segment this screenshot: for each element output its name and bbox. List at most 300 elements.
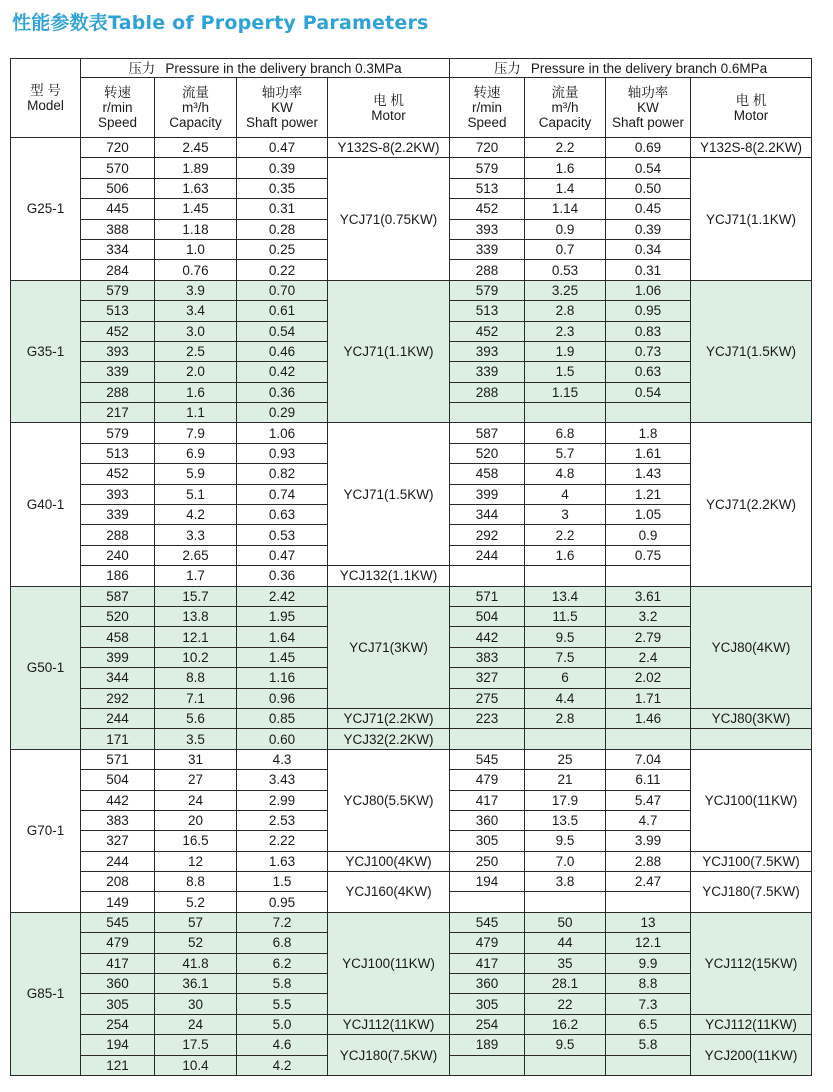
power-cell: 0.34 [606,239,691,259]
speed-cell: 479 [450,933,525,953]
speed-cell [450,403,525,423]
capacity-cell: 6 [525,668,606,688]
speed-cell: 250 [450,851,525,871]
speed-cell: 545 [450,749,525,769]
motor-header-right: 电 机 Motor [691,78,812,138]
motor-cell: YCJ112(15KW) [691,912,812,1014]
table-row [11,872,812,892]
capacity-cell: 2.2 [525,138,606,158]
speed-cell: 479 [81,933,155,953]
capacity-cell: 2.65 [155,545,237,565]
capacity-cell: 1.1 [155,403,237,423]
speed-cell: 452 [450,199,525,219]
speed-cell: 292 [450,525,525,545]
power-cell: 4.3 [237,749,328,769]
capacity-cell: 1.6 [155,382,237,402]
capacity-cell: 30 [155,994,237,1014]
speed-cell: 393 [81,341,155,361]
table-row [11,138,812,158]
speed-cell: 360 [81,974,155,994]
capacity-cell: 2.8 [525,708,606,728]
power-cell: 3.61 [606,586,691,606]
capacity-cell: 16.2 [525,1014,606,1034]
speed-cell: 339 [450,362,525,382]
speed-cell: 388 [81,219,155,239]
power-cell: 0.54 [606,158,691,178]
speed-cell: 383 [81,810,155,830]
speed-cell: 254 [450,1014,525,1034]
speed-cell: 194 [450,872,525,892]
capacity-cell: 36.1 [155,974,237,994]
capacity-cell: 52 [155,933,237,953]
power-cell: 7.3 [606,994,691,1014]
capacity-cell: 9.5 [525,1035,606,1055]
power-cell: 1.46 [606,708,691,728]
power-cell: 0.83 [606,321,691,341]
speed-cell: 417 [450,953,525,973]
speed-cell: 393 [81,484,155,504]
power-cell: 2.4 [606,647,691,667]
power-cell: 7.04 [606,749,691,769]
capacity-cell: 17.5 [155,1035,237,1055]
speed-cell: 305 [81,994,155,1014]
capacity-header-right: 流量 m³/h Capacity [525,78,606,138]
motor-cell [691,729,812,749]
power-cell: 5.47 [606,790,691,810]
table-row [11,708,812,728]
power-cell: 1.06 [237,423,328,443]
power-cell: 3.2 [606,606,691,626]
power-cell: 0.45 [606,199,691,219]
capacity-cell: 50 [525,912,606,932]
power-cell: 0.46 [237,341,328,361]
speed-cell: 442 [450,627,525,647]
speed-cell: 244 [81,708,155,728]
power-cell: 0.60 [237,729,328,749]
page-title: 性能参数表Table of Property Parameters [12,12,429,34]
power-cell: 2.02 [606,668,691,688]
capacity-cell: 17.9 [525,790,606,810]
table-row [11,1014,812,1034]
capacity-cell: 11.5 [525,606,606,626]
power-cell: 1.64 [237,627,328,647]
power-cell: 0.25 [237,239,328,259]
table-row [11,1035,812,1055]
power-cell: 0.31 [606,260,691,280]
speed-cell: 194 [81,1035,155,1055]
capacity-cell: 1.14 [525,199,606,219]
speed-cell [450,1055,525,1075]
speed-cell: 399 [450,484,525,504]
speed-cell: 288 [450,260,525,280]
power-cell: 2.79 [606,627,691,647]
capacity-cell: 9.5 [525,831,606,851]
table-row [11,423,812,443]
speed-cell: 360 [450,974,525,994]
capacity-cell: 4.2 [155,505,237,525]
speed-cell: 393 [450,341,525,361]
power-cell [606,403,691,423]
table-row [11,749,812,769]
capacity-cell [525,892,606,912]
power-cell: 1.63 [237,851,328,871]
power-cell: 1.05 [606,505,691,525]
capacity-cell: 7.0 [525,851,606,871]
speed-cell: 339 [450,239,525,259]
capacity-cell: 1.6 [525,545,606,565]
capacity-cell: 1.63 [155,178,237,198]
capacity-cell: 4 [525,484,606,504]
capacity-cell: 7.1 [155,688,237,708]
capacity-cell: 8.8 [155,668,237,688]
power-cell: 0.82 [237,464,328,484]
capacity-cell: 1.89 [155,158,237,178]
capacity-cell: 24 [155,1014,237,1034]
motor-cell: YCJ100(7.5KW) [691,851,812,871]
power-cell: 0.36 [237,566,328,586]
speed-cell: 417 [81,953,155,973]
power-cell: 1.5 [237,872,328,892]
capacity-cell: 6.9 [155,443,237,463]
speed-cell: 360 [450,810,525,830]
capacity-cell: 0.7 [525,239,606,259]
speed-cell: 579 [81,280,155,300]
capacity-cell: 5.6 [155,708,237,728]
speed-cell: 504 [450,606,525,626]
motor-cell: YCJ71(0.75KW) [328,158,450,280]
table-row [11,912,812,932]
power-cell: 3.99 [606,831,691,851]
capacity-cell: 2.0 [155,362,237,382]
speed-cell: 720 [81,138,155,158]
power-cell [606,729,691,749]
model-cell: G85-1 [11,912,81,1075]
model-cell: G40-1 [11,423,81,586]
power-cell: 2.22 [237,831,328,851]
capacity-cell: 0.76 [155,260,237,280]
power-cell: 0.29 [237,403,328,423]
table-row [11,729,812,749]
speed-cell: 579 [450,280,525,300]
capacity-cell [525,1055,606,1075]
speed-cell: 244 [450,545,525,565]
capacity-cell: 5.9 [155,464,237,484]
speed-cell: 417 [450,790,525,810]
speed-cell: 149 [81,892,155,912]
power-cell: 2.47 [606,872,691,892]
speed-cell: 383 [450,647,525,667]
speed-cell: 545 [450,912,525,932]
capacity-cell: 21 [525,770,606,790]
speed-cell: 520 [450,443,525,463]
speed-cell: 288 [450,382,525,402]
power-cell: 1.21 [606,484,691,504]
capacity-cell: 1.45 [155,199,237,219]
capacity-cell: 57 [155,912,237,932]
capacity-cell: 4.8 [525,464,606,484]
power-cell: 1.16 [237,668,328,688]
motor-cell: YCJ160(4KW) [328,872,450,913]
capacity-cell: 16.5 [155,831,237,851]
capacity-cell: 1.15 [525,382,606,402]
capacity-cell: 24 [155,790,237,810]
speed-cell [450,892,525,912]
power-cell: 6.11 [606,770,691,790]
speed-cell [450,729,525,749]
capacity-cell [525,729,606,749]
power-cell: 0.54 [606,382,691,402]
capacity-cell: 3.9 [155,280,237,300]
capacity-cell: 20 [155,810,237,830]
capacity-cell: 3.5 [155,729,237,749]
speed-cell: 339 [81,362,155,382]
motor-cell: YCJ180(7.5KW) [691,872,812,913]
power-cell: 6.2 [237,953,328,973]
column-header-row [11,78,812,138]
speed-cell: 305 [450,831,525,851]
power-cell: 0.42 [237,362,328,382]
speed-cell: 587 [450,423,525,443]
motor-cell: YCJ71(2.2KW) [328,708,450,728]
capacity-cell: 13.5 [525,810,606,830]
power-cell: 0.93 [237,443,328,463]
speed-header-left: 转速 r/min Speed [81,78,155,138]
power-cell: 0.73 [606,341,691,361]
power-cell: 5.0 [237,1014,328,1034]
capacity-cell: 7.9 [155,423,237,443]
capacity-cell: 22 [525,994,606,1014]
speed-cell: 399 [81,647,155,667]
speed-cell: 121 [81,1055,155,1075]
property-parameters-table [10,58,812,1076]
power-cell: 0.47 [237,545,328,565]
power-cell: 0.63 [237,505,328,525]
speed-cell: 334 [81,239,155,259]
speed-cell: 284 [81,260,155,280]
table-row [11,158,812,178]
power-cell: 0.53 [237,525,328,545]
capacity-cell: 3.25 [525,280,606,300]
power-cell: 6.5 [606,1014,691,1034]
motor-cell: YCJ100(11KW) [328,912,450,1014]
power-cell: 4.2 [237,1055,328,1075]
power-cell: 2.53 [237,810,328,830]
power-cell: 0.63 [606,362,691,382]
capacity-cell: 41.8 [155,953,237,973]
capacity-cell: 3.4 [155,301,237,321]
power-cell: 0.28 [237,219,328,239]
speed-cell: 513 [81,301,155,321]
capacity-cell: 3.3 [155,525,237,545]
motor-cell: YCJ80(3KW) [691,708,812,728]
capacity-cell: 1.5 [525,362,606,382]
speed-cell: 189 [450,1035,525,1055]
capacity-cell: 25 [525,749,606,769]
motor-cell: Y132S-8(2.2KW) [328,138,450,158]
power-cell: 1.06 [606,280,691,300]
power-cell: 0.54 [237,321,328,341]
power-cell: 6.8 [237,933,328,953]
speed-cell: 445 [81,199,155,219]
pressure-header-right: 压力 Pressure in the delivery branch 0.6MPa [450,59,812,78]
model-cell: G50-1 [11,586,81,749]
power-cell: 0.69 [606,138,691,158]
power-cell: 0.70 [237,280,328,300]
speed-cell: 452 [450,321,525,341]
speed-cell: 327 [450,668,525,688]
capacity-cell: 13.4 [525,586,606,606]
power-cell: 0.50 [606,178,691,198]
speed-cell: 223 [450,708,525,728]
speed-cell: 288 [81,382,155,402]
motor-header-left: 电 机 Motor [328,78,450,138]
power-cell: 0.36 [237,382,328,402]
capacity-cell: 2.5 [155,341,237,361]
capacity-cell: 31 [155,749,237,769]
capacity-cell: 10.2 [155,647,237,667]
capacity-cell [525,566,606,586]
motor-cell: YCJ100(4KW) [328,851,450,871]
motor-cell: YCJ200(11KW) [691,1035,812,1076]
motor-cell: YCJ32(2.2KW) [328,729,450,749]
speed-cell [450,566,525,586]
motor-cell: YCJ80(5.5KW) [328,749,450,851]
power-cell: 3.43 [237,770,328,790]
speed-cell: 520 [81,606,155,626]
power-cell: 0.95 [606,301,691,321]
table-row [11,851,812,871]
power-cell: 0.75 [606,545,691,565]
capacity-cell: 12 [155,851,237,871]
capacity-cell: 0.9 [525,219,606,239]
speed-cell: 720 [450,138,525,158]
capacity-cell: 13.8 [155,606,237,626]
speed-cell: 571 [81,749,155,769]
capacity-cell: 10.4 [155,1055,237,1075]
speed-cell: 513 [450,301,525,321]
capacity-cell: 2.3 [525,321,606,341]
pressure-header-row [11,59,812,78]
speed-cell: 479 [450,770,525,790]
power-header-left: 轴功率 KW Shaft power [237,78,328,138]
capacity-cell: 44 [525,933,606,953]
model-cell: G70-1 [11,749,81,912]
motor-cell: YCJ132(1.1KW) [328,566,450,586]
capacity-cell: 12.1 [155,627,237,647]
capacity-cell: 28.1 [525,974,606,994]
power-cell: 5.5 [237,994,328,1014]
power-cell [606,1055,691,1075]
speed-cell: 513 [81,443,155,463]
capacity-cell: 27 [155,770,237,790]
capacity-cell: 1.9 [525,341,606,361]
power-cell: 2.99 [237,790,328,810]
capacity-cell: 5.1 [155,484,237,504]
power-cell: 1.71 [606,688,691,708]
capacity-cell: 8.8 [155,872,237,892]
power-cell: 9.9 [606,953,691,973]
speed-cell: 244 [81,851,155,871]
power-cell: 12.1 [606,933,691,953]
capacity-cell: 15.7 [155,586,237,606]
power-cell [606,566,691,586]
speed-cell: 305 [450,994,525,1014]
capacity-cell: 5.2 [155,892,237,912]
motor-cell: YCJ112(11KW) [328,1014,450,1034]
model-header: 型 号 Model [11,59,81,138]
power-cell: 0.35 [237,178,328,198]
speed-cell: 513 [450,178,525,198]
capacity-cell: 9.5 [525,627,606,647]
power-cell: 1.61 [606,443,691,463]
motor-cell: YCJ71(1.1KW) [328,280,450,423]
power-cell: 0.85 [237,708,328,728]
model-cell: G25-1 [11,138,81,281]
capacity-cell: 1.7 [155,566,237,586]
motor-cell: YCJ71(2.2KW) [691,423,812,586]
speed-cell: 186 [81,566,155,586]
speed-cell: 587 [81,586,155,606]
power-cell: 8.8 [606,974,691,994]
power-cell: 0.47 [237,138,328,158]
speed-cell: 292 [81,688,155,708]
motor-cell: YCJ180(7.5KW) [328,1035,450,1076]
speed-cell: 327 [81,831,155,851]
speed-cell: 452 [81,321,155,341]
speed-cell: 217 [81,403,155,423]
model-cell: G35-1 [11,280,81,423]
power-cell: 1.45 [237,647,328,667]
power-cell: 13 [606,912,691,932]
speed-cell: 240 [81,545,155,565]
speed-cell: 545 [81,912,155,932]
speed-cell: 344 [450,505,525,525]
power-cell: 1.43 [606,464,691,484]
speed-cell: 442 [81,790,155,810]
power-cell: 4.7 [606,810,691,830]
pressure-header-left: 压力 Pressure in the delivery branch 0.3MPa [81,59,450,78]
power-cell: 7.2 [237,912,328,932]
power-cell: 0.22 [237,260,328,280]
speed-cell: 393 [450,219,525,239]
capacity-cell [525,403,606,423]
power-cell: 1.95 [237,606,328,626]
capacity-cell: 4.4 [525,688,606,708]
speed-cell: 571 [450,586,525,606]
capacity-cell: 3 [525,505,606,525]
speed-cell: 339 [81,505,155,525]
motor-cell: YCJ71(1.5KW) [691,280,812,423]
power-cell: 0.95 [237,892,328,912]
speed-cell: 288 [81,525,155,545]
power-cell: 0.9 [606,525,691,545]
motor-cell: Y132S-8(2.2KW) [691,138,812,158]
power-cell: 2.42 [237,586,328,606]
capacity-cell: 7.5 [525,647,606,667]
speed-cell: 452 [81,464,155,484]
capacity-cell: 3.0 [155,321,237,341]
power-cell: 0.31 [237,199,328,219]
table-row [11,280,812,300]
capacity-cell: 1.6 [525,158,606,178]
capacity-cell: 2.45 [155,138,237,158]
power-cell: 1.8 [606,423,691,443]
table-row [11,586,812,606]
speed-cell: 254 [81,1014,155,1034]
capacity-cell: 2.2 [525,525,606,545]
motor-cell: YCJ71(1.5KW) [328,423,450,566]
speed-cell: 579 [450,158,525,178]
